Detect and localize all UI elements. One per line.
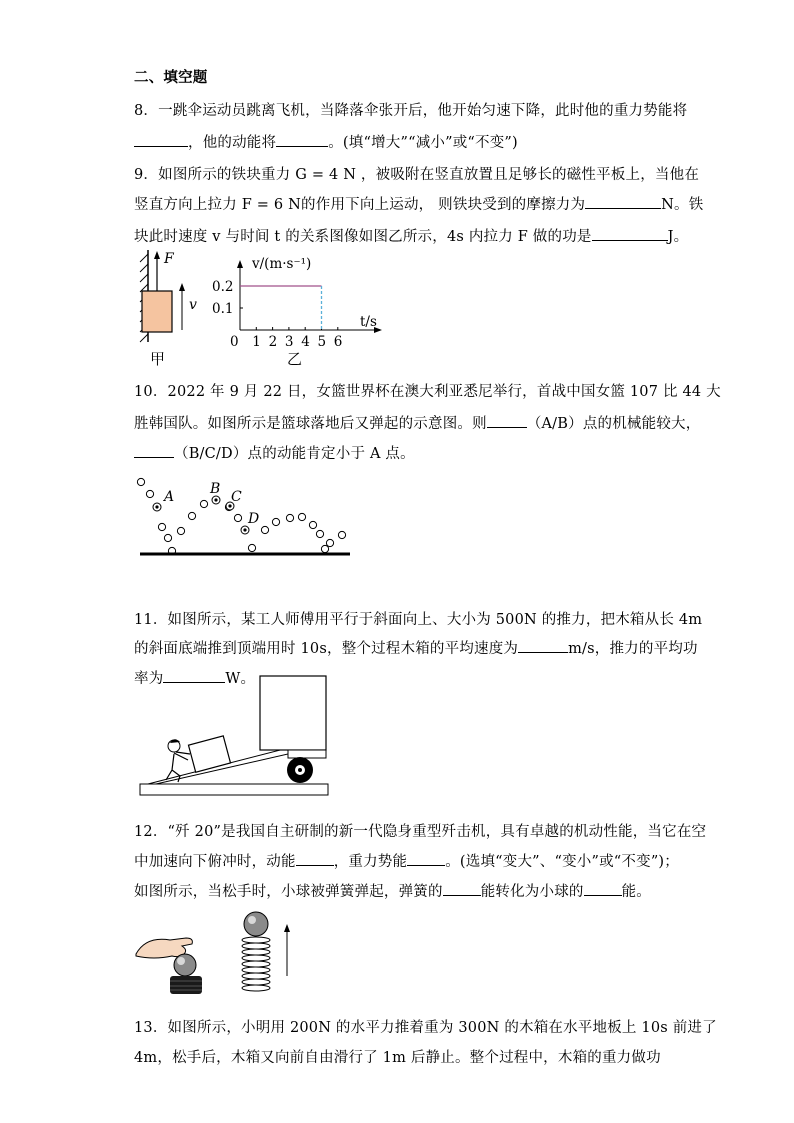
answer-blank[interactable]: [407, 853, 445, 866]
x-axis-label: t/s: [360, 314, 377, 330]
x-tick-label: 5: [317, 334, 327, 350]
q9-line3: 块此时速度 v 与时间 t 的关系图像如图乙所示，4s 内拉力 F 做的功是 J。: [134, 229, 689, 245]
answer-blank[interactable]: [584, 883, 622, 896]
q12-line2: 中加速向下俯冲时，动能 ，重力势能 。(选填“变大”、“变小”或“不变”)；: [134, 854, 679, 870]
q12-line3: 如图所示，当松手时，小球被弹簧弹起，弹簧的 能转化为小球的 能。: [134, 884, 652, 900]
x-tick-label: 2: [268, 334, 278, 350]
figure-jia: [126, 246, 216, 370]
x-tick-label: 6: [333, 334, 343, 350]
q11-line3: 率为 W。: [134, 671, 256, 687]
y-tick-label: 0.2: [212, 279, 234, 295]
y-axis-label: v/(m·s⁻¹): [252, 256, 312, 272]
figure-ramp: [138, 674, 333, 800]
answer-blank[interactable]: [134, 445, 174, 458]
y-tick-label: 0.1: [212, 301, 234, 317]
answer-blank[interactable]: [443, 883, 481, 896]
ball-released: [244, 912, 268, 936]
point-d-label: D: [248, 511, 260, 527]
ball-held: [174, 954, 196, 976]
q12-line1: 12．“歼 20”是我国自主研制的新一代隐身重型歼击机，具有卓越的机动性能，当它在空: [134, 824, 707, 840]
figure-yi: [210, 246, 395, 370]
spring-extended: [242, 937, 270, 991]
q13-line1: 13．如图所示，小明用 200N 的水平力推着重为 300N 的木箱在水平地板上 10s 前进了: [134, 1020, 717, 1036]
answer-blank[interactable]: [296, 853, 334, 866]
figure-spring: [132, 910, 307, 1000]
q13-line2: 4m，松手后，木箱又向前自由滑行了 1m 后静止。整个过程中，木箱的重力做功: [134, 1050, 661, 1066]
point-a-label: A: [164, 489, 175, 505]
q10-line2: 胜韩国队。如图所示是篮球落地后又弹起的示意图。则 （A/B）点的机械能较大，: [134, 416, 701, 432]
q8-line1: 8．一跳伞运动员跳离飞机，当降落伞张开后，他开始匀速下降，此时他的重力势能将: [134, 103, 688, 119]
x-tick-label: 3: [284, 334, 294, 350]
floor: [140, 784, 328, 795]
point-b-label: B: [210, 481, 221, 497]
truck: [260, 676, 326, 750]
vt-chart: [210, 246, 395, 370]
iron-block: [142, 291, 172, 332]
x-tick-label: 1: [252, 334, 261, 350]
section-title: 二、填空题: [134, 69, 208, 86]
caption-yi: 乙: [287, 350, 303, 368]
x-tick-label: 4: [301, 334, 310, 350]
point-c-label: C: [231, 489, 242, 505]
answer-blank[interactable]: [592, 228, 668, 241]
q10-line1: 10．2022 年 9 月 22 日，女篮世界杯在澳大利亚悉尼举行，首战中国女篮 107 比 44 大: [134, 384, 721, 400]
q9-line2: 竖直方向上拉力 F = 6 N的作用下向上运动， 则铁块受到的摩擦力为 N。铁: [134, 197, 704, 213]
answer-blank[interactable]: [487, 415, 527, 428]
q10-line3: （B/C/D）点的动能肯定小于 A 点。: [134, 442, 415, 463]
answer-blank[interactable]: [585, 196, 661, 209]
q11-line1: 11．如图所示，某工人师傅用平行于斜面向上、大小为 500N 的推力，把木箱从长 4m: [134, 612, 703, 628]
answer-blank[interactable]: [134, 134, 188, 147]
q11-line2: 的斜面底端推到顶端用时 10s，整个过程木箱的平均速度为 m/s，推力的平均功: [134, 641, 698, 657]
caption-jia: 甲: [150, 350, 166, 368]
velocity-label: v: [189, 297, 197, 313]
force-label: F: [164, 251, 174, 267]
figure-ball-bounce: [130, 474, 360, 564]
answer-blank[interactable]: [276, 134, 328, 147]
answer-blank[interactable]: [518, 640, 568, 653]
q9-line1: 9．如图所示的铁块重力 G = 4 N ，被吸附在竖直放置且足够长的磁性平板上，当他在: [134, 167, 700, 183]
spring-compressed: [170, 976, 202, 994]
q8-line2: ，他的动能将 。(填“增大”“减小”或“不变”): [134, 131, 518, 152]
x-tick-label: 0: [230, 334, 239, 350]
